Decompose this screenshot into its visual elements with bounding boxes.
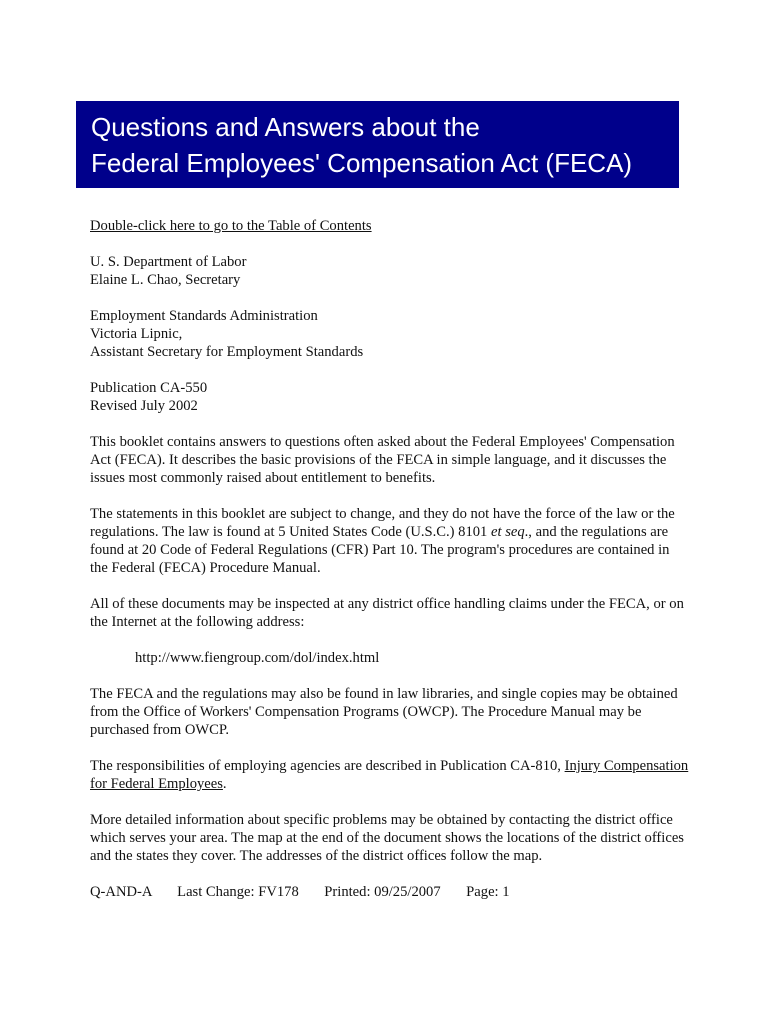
title-line-2: Federal Employees' Compensation Act (FECA) bbox=[91, 148, 633, 178]
secretary-name: Elaine L. Chao, Secretary bbox=[90, 272, 241, 288]
documents-paragraph: All of these documents may be inspected at any district office handling claims under the FECA, or on the Internet at the following address: bbox=[90, 596, 684, 630]
administration-name: Employment Standards Administration bbox=[90, 308, 318, 324]
toc-link[interactable]: Double-click here to go to the Table of Contents bbox=[90, 218, 372, 234]
intro-paragraph: This booklet contains answers to questions often asked about the Federal Employees' Compensation Act (FECA). It describes the basic provisions of the FECA in simple language, and it discusses the issues most commonly raised about entitlement to benefits. bbox=[90, 434, 675, 486]
administration-block bbox=[90, 307, 690, 361]
assistant-secretary-title: Assistant Secretary for Employment Standards bbox=[90, 344, 364, 360]
title-banner bbox=[76, 101, 679, 188]
publication-block bbox=[90, 379, 690, 415]
revision-date: Revised July 2002 bbox=[90, 398, 198, 414]
libraries-paragraph: The FECA and the regulations may also be found in law libraries, and single copies may be obtained from the Office of Workers' Compensation Programs (OWCP). The Procedure Manual may be purchased from OWCP. bbox=[90, 686, 678, 738]
assistant-secretary-name: Victoria Lipnic, bbox=[90, 326, 183, 342]
district-office-paragraph: More detailed information about specific problems may be obtained by contacting the district office which serves your area. The map at the end of the document shows the locations of the district offices and the states they cover. The addresses of the district offices follow the map. bbox=[90, 812, 684, 864]
page-footer: Q-AND-A Last Change: FV178 Printed: 09/25/2007 Page: 1 bbox=[90, 884, 510, 900]
responsibilities-paragraph: The responsibilities of employing agencies are described in Publication CA-810, Injury Compensation for Federal Employees. bbox=[90, 758, 689, 792]
statements-paragraph: The statements in this booklet are subject to change, and they do not have the force of the law or the regulations. The law is found at 5 United States Code (U.S.C.) 8101 et seq., and the regulations are found at 20 Code of Federal Regulations (CFR) Part 10. The program's procedures are contained in the Federal (FECA) Procedure Manual. bbox=[90, 506, 675, 576]
department-block bbox=[90, 253, 690, 289]
publication-link[interactable]: Injury Compensation for Federal Employees bbox=[90, 758, 689, 792]
document-body bbox=[90, 217, 690, 901]
internet-url[interactable]: http://www.fiengroup.com/dol/index.html bbox=[135, 650, 380, 666]
publication-number: Publication CA-550 bbox=[90, 380, 208, 396]
department-name: U. S. Department of Labor bbox=[90, 254, 247, 270]
title-line-1: Questions and Answers about the bbox=[91, 112, 480, 142]
et-seq-italic: et seq bbox=[491, 524, 525, 540]
